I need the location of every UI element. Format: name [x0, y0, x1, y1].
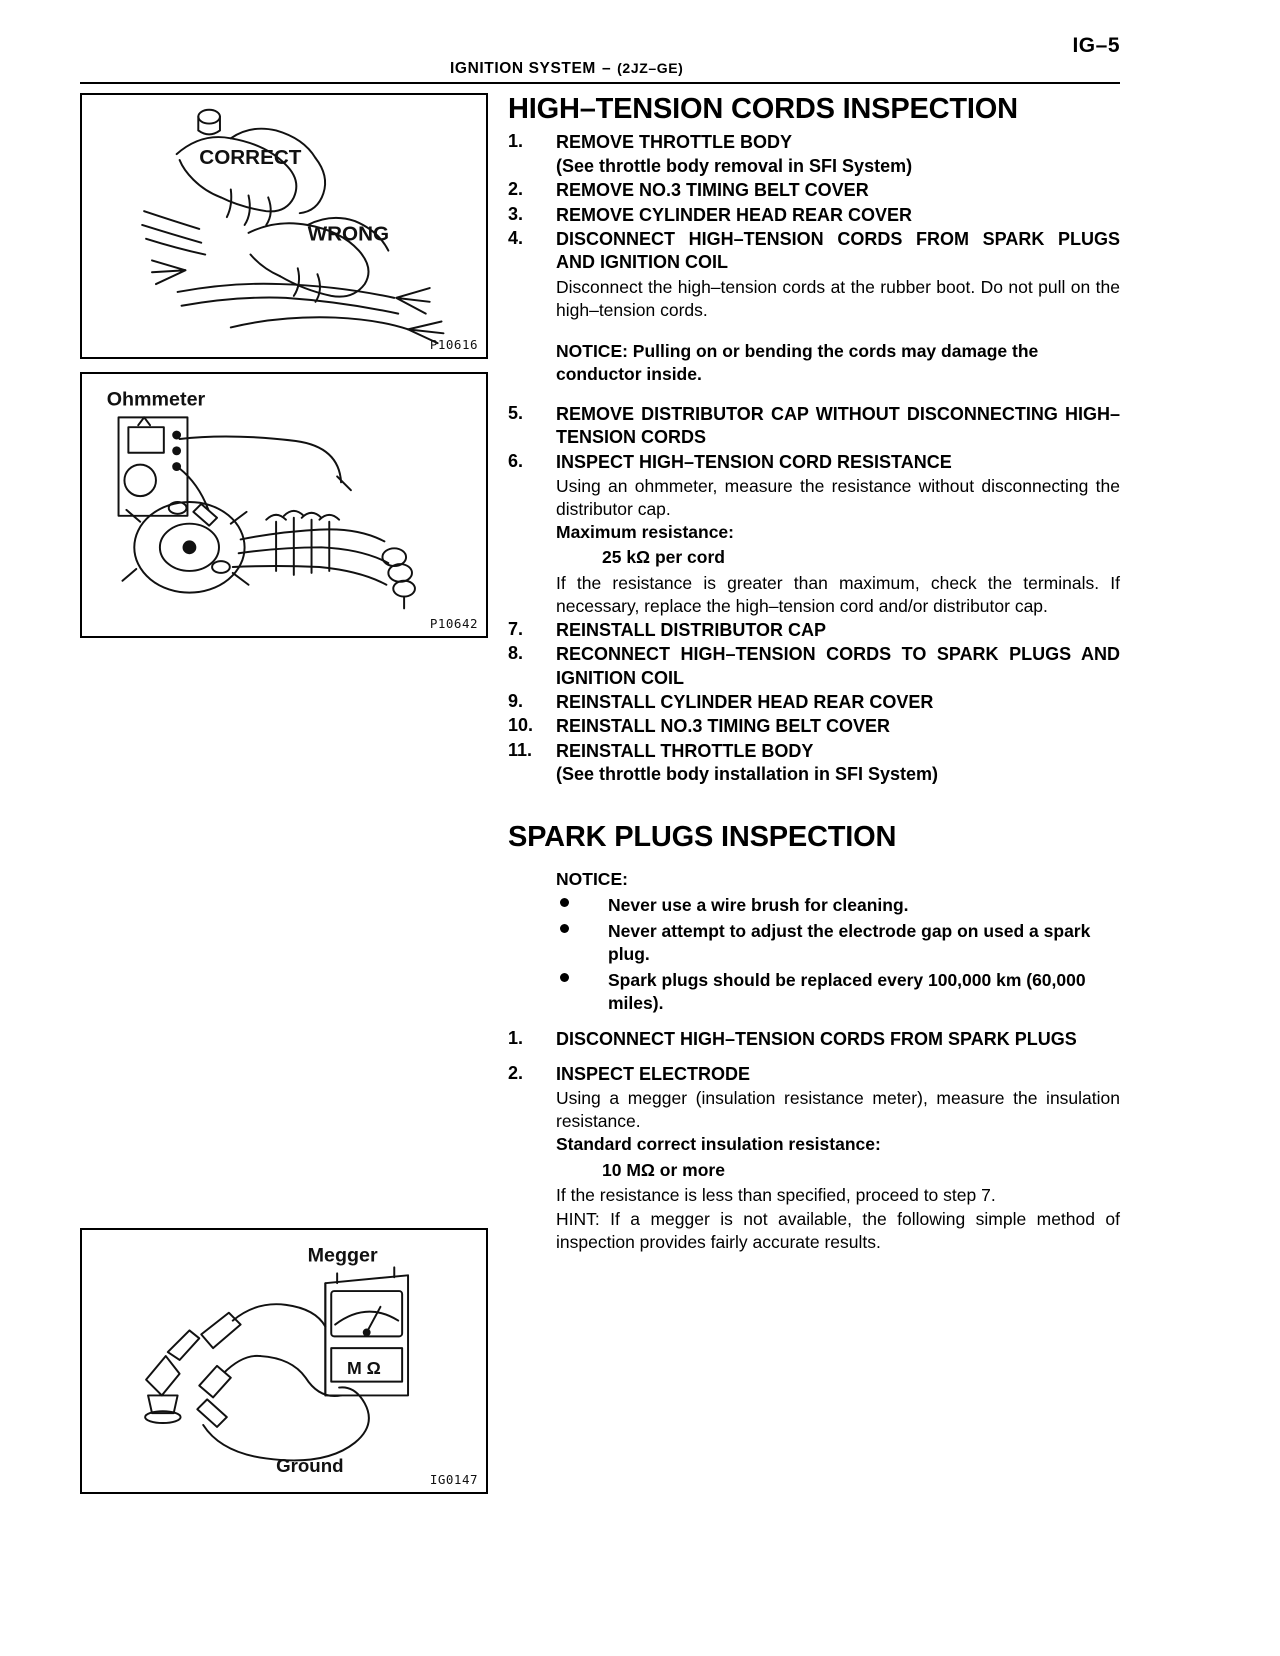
spark-step-1-number: 1. [508, 1028, 524, 1049]
step-11-number: 11. [508, 739, 533, 760]
figure-2-illustration [82, 374, 482, 632]
spark-step-2-body: Using a megger (insulation resistance meter), measure the insulation resistance. [556, 1088, 1120, 1132]
figure-ohmmeter-distributor-measurement [80, 372, 488, 638]
step-6 [508, 451, 1120, 618]
spark-step-2-number: 2. [508, 1062, 524, 1083]
step-4-notice: NOTICE: Pulling on or bending the cords may damage the conductor inside. [556, 341, 1039, 385]
step-3 [508, 204, 1120, 227]
step-4-number: 4. [508, 228, 524, 249]
step-9-number: 9. [508, 690, 524, 711]
step-8-number: 8. [508, 643, 524, 664]
step-3-number: 3. [508, 203, 524, 224]
step-6-heading: INSPECT HIGH–TENSION CORD RESISTANCE [556, 451, 952, 472]
step-5-number: 5. [508, 402, 524, 423]
step-5 [508, 403, 1120, 450]
step-11 [508, 740, 1120, 787]
step-10 [508, 715, 1120, 738]
figure-3-code: IG0147 [429, 1472, 478, 1487]
figure-3-label-unit: M Ω [346, 1357, 381, 1378]
figure-high-tension-cord-handling [80, 93, 488, 359]
page-header [80, 34, 1120, 84]
spark-step-2-heading: INSPECT ELECTRODE [556, 1063, 751, 1084]
figure-3-label-megger: Megger [307, 1244, 378, 1267]
spacer [508, 1053, 1120, 1063]
step-2 [508, 179, 1120, 202]
spark-plugs-notice-bullet-1-text: Never use a wire brush for cleaning. [608, 894, 909, 915]
bullet-dot-icon [560, 924, 569, 933]
step-4-heading: DISCONNECT HIGH–TENSION CORDS FROM SPARK PLUGS AND IGNITION COIL [556, 229, 1120, 273]
step-8 [508, 643, 1120, 690]
spark-plugs-notice-bullet-3-text: Spark plugs should be replaced every 100,000 km (60,000 miles). [608, 970, 1086, 1014]
spark-step-2-body-2: If the resistance is less than specified, proceed to step 7. [556, 1184, 996, 1205]
spark-step-2-spec-value: 10 MΩ or more [602, 1159, 725, 1180]
step-6-spec-value: 25 kΩ per cord [602, 547, 725, 568]
figure-1-label-wrong: WRONG [307, 222, 390, 246]
spark-step-2 [508, 1063, 1120, 1254]
step-6-body: Using an ohmmeter, measure the resistance without disconnecting the distributor cap. [556, 476, 1120, 520]
step-10-heading: REINSTALL NO.3 TIMING BELT COVER [556, 716, 891, 737]
bullet-dot-icon [560, 973, 569, 982]
spark-plugs-notice-bullet-2 [556, 920, 1120, 966]
page-number: IG–5 [1072, 34, 1120, 57]
section-title-spark-plugs: SPARK PLUGS INSPECTION [508, 820, 897, 853]
spark-plugs-notice-bullet-3 [556, 969, 1120, 1015]
spark-step-2-spec-label: Standard correct insulation resistance: [556, 1134, 881, 1155]
spark-plugs-notice-bullet-2-text: Never attempt to adjust the electrode gap on used a spark plug. [608, 921, 1091, 965]
step-4-body: Disconnect the high–tension cords at the rubber boot. Do not pull on the high–tension cords. [556, 276, 1120, 320]
step-11-heading: REINSTALL THROTTLE BODY [556, 740, 814, 761]
step-3-heading: REMOVE CYLINDER HEAD REAR COVER [556, 204, 913, 225]
spark-step-1 [508, 1028, 1120, 1051]
step-10-number: 10. [508, 715, 534, 736]
figure-megger-insulation-resistance [80, 1228, 488, 1494]
figure-1-code: P10616 [429, 337, 478, 352]
step-2-number: 2. [508, 179, 524, 200]
running-head-model: (2JZ–GE) [617, 60, 684, 76]
step-11-subtext: (See throttle body installation in SFI System) [556, 764, 939, 785]
step-1-heading: REMOVE THROTTLE BODY [556, 132, 793, 153]
header-divider [80, 82, 1120, 84]
bullet-dot-icon [560, 898, 569, 907]
step-1 [508, 131, 1120, 178]
step-2-heading: REMOVE NO.3 TIMING BELT COVER [556, 180, 869, 201]
section-title-high-tension-cords: HIGH–TENSION CORDS INSPECTION [508, 93, 1018, 125]
spacer [508, 1018, 1120, 1028]
step-6-body-2: If the resistance is greater than maximum, check the terminals. If necessary, replace the high–tension cord and/or distributor cap. [556, 572, 1120, 616]
spark-plugs-notice-bullet-1 [556, 894, 1120, 917]
step-7 [508, 619, 1120, 642]
figure-2-code: P10642 [429, 616, 478, 631]
running-head-system: IGNITION SYSTEM [450, 60, 596, 77]
step-1-subtext: (See throttle body removal in SFI System) [556, 155, 913, 176]
figure-2-label-ohmmeter: Ohmmeter [106, 388, 206, 411]
step-1-number: 1. [508, 131, 524, 152]
spark-step-1-heading: DISCONNECT HIGH–TENSION CORDS FROM SPARK PLUGS [556, 1029, 1077, 1050]
figure-1-label-correct: CORRECT [199, 145, 302, 169]
figure-3-label-ground: Ground [276, 1455, 344, 1477]
running-head-separator: – [601, 60, 612, 77]
step-6-spec-label: Maximum resistance: [556, 522, 734, 543]
figure-1-illustration [82, 95, 482, 353]
step-7-number: 7. [508, 618, 524, 639]
step-9-heading: REINSTALL CYLINDER HEAD REAR COVER [556, 691, 934, 712]
step-5-heading: REMOVE DISTRIBUTOR CAP WITHOUT DISCONNECTING HIGH–TENSION CORDS [556, 403, 1120, 448]
step-4 [508, 228, 1120, 387]
spark-plugs-notice-block [508, 869, 1120, 1015]
step-9 [508, 691, 1120, 714]
spark-plugs-notice-heading: NOTICE: [556, 868, 628, 889]
step-7-heading: REINSTALL DISTRIBUTOR CAP [556, 619, 827, 640]
content-column [508, 93, 1120, 1255]
running-head [450, 60, 683, 78]
figure-3-illustration [82, 1230, 482, 1488]
step-8-heading: RECONNECT HIGH–TENSION CORDS TO SPARK PLUGS AND IGNITION COIL [556, 644, 1120, 688]
spark-step-2-body-3: HINT: If a megger is not available, the following simple method of inspection provides fairly accurate results. [556, 1208, 1120, 1252]
step-6-number: 6. [508, 450, 524, 471]
